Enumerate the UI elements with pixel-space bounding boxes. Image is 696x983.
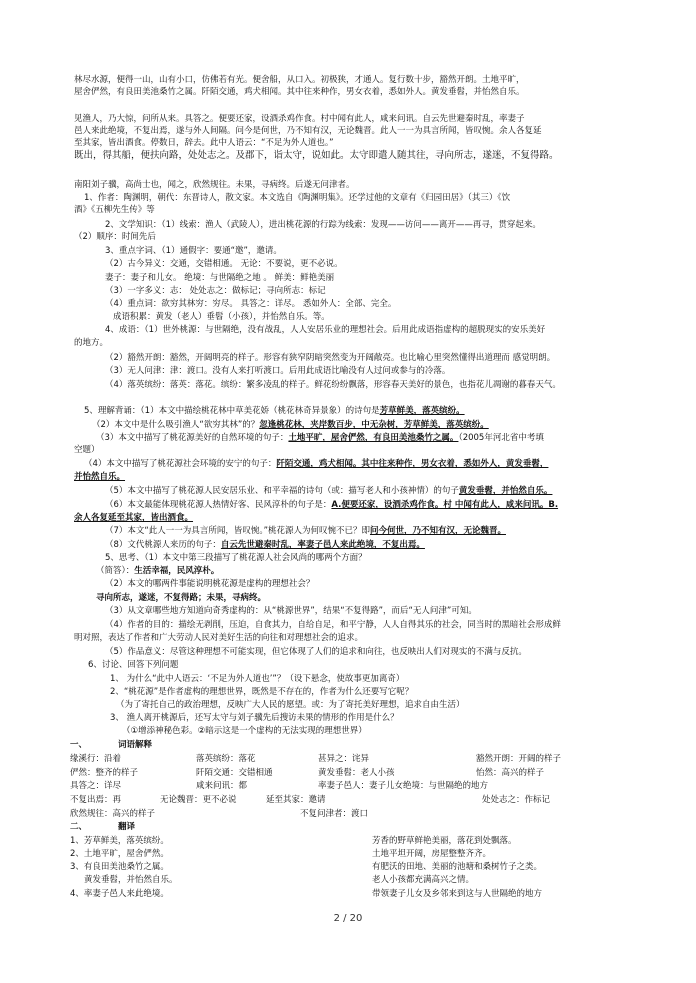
answer-text: 问今何世，乃不知有汉，无论魏晋。 — [369, 526, 506, 536]
review-line — [96, 566, 219, 577]
note-line: （4）落英缤纷：落英：落花。缤纷：繁多凌乱的样子。鲜花纷纷飘落，形容春天美好的景色，也指花儿凋谢的暮春天气。 — [105, 380, 561, 390]
translation-source: 1、芳草鲜美，落英缤纷。 — [70, 836, 169, 846]
question-text: （6）本文最能体现桃花源人热情好客、民风淳朴的句子是： — [105, 500, 332, 510]
answer-text: 寻向所志，遂迷，不复得路；未果，寻病终。 — [96, 593, 267, 603]
section-number: 一、 — [70, 740, 88, 750]
note-line: 成语积累：黄发（老人）垂髫（小孩），并怡然自乐。等。 — [113, 312, 330, 322]
question-text: （7）本文“此人一一为具言所闻，皆叹惋。”桃花源人为何叹惋不已？即 — [105, 526, 370, 536]
translation-target: 土地平坦开阔，房屋整整齐齐。 — [372, 849, 492, 859]
review-line: （为了寄托自己的政治理想，反映广大人民的愿望。或：为了寄托美好理想，追求自由生活） — [116, 700, 465, 710]
original-text-line: 南阳刘子骥，高尚士也，闻之，欣然规往。未果，寻病终。后遂无问津者。 — [74, 180, 355, 190]
note-line: 2、文学知识：（1）线索：渔人（武陵人），进出桃花源的行踪为线索：发现——访问——离开——再寻，贯穿起来。 — [105, 220, 541, 230]
vocab-cell: 不复出焉：再 — [70, 795, 122, 805]
vocab-cell: 怡然：高兴的样子 — [476, 768, 545, 778]
review-line: （4）作者的目的：描绘无剥削，压迫，自食其力，自给自足，和平宁静，人人自得其乐的社会，同当时的黑暗社会形成鲜 — [105, 620, 561, 630]
vocab-cell: 甚异之：诧异 — [318, 754, 370, 764]
review-line: 1、 为什么“此中人语云：‘不足为外人道也’”？（设下悬念，使故事更加离奇） — [110, 674, 405, 684]
answer-text: 阡陌交通，鸡犬相闻。其中往来种作，男女衣着，悉如外人，黄发垂髫， — [276, 459, 549, 469]
vocab-cell: 处处志之：作标记 — [482, 795, 551, 805]
note-line: 酒》《五柳先生传》等 — [74, 205, 155, 215]
review-line — [105, 526, 506, 537]
review-line: 2、“桃花源”是作者虚构的理想世界，既然是不存在的，作者为什么还要写它呢？ — [110, 687, 414, 697]
note-line: 1、作者：陶渊明，朝代：东晋诗人，散文家。本文选自《陶渊明集》。还学过他的文章有《归园田居》（其三）《饮 — [84, 193, 511, 203]
vocab-cell: 率妻子邑人：妻子儿女绝境：与世隔绝的地方 — [318, 781, 489, 791]
review-line — [105, 540, 425, 551]
answer-text: 黄发垂髫，并怡然自乐。 — [458, 486, 553, 496]
original-text-line: 既出，得其船，便扶向路，处处志之。及郡下，诣太守，说如此。太守即遣人随其往，寻向所志，遂迷，不复得路。 — [74, 150, 559, 161]
question-text: （2）本文中是什么吸引渔人“欲穷其林”的？ — [92, 420, 260, 430]
original-text-line: 林尽水源，便得一山，山有小口，仿佛若有光。便舍船，从口入。初极狭，才通人。复行数十步，豁然开朗。土地平旷， — [74, 75, 525, 85]
question-text: （8）文代桃源人来历的句子： — [105, 540, 221, 550]
vocab-cell: 咸来问讯：都 — [196, 781, 248, 791]
translation-target: 芳香的野草鲜艳美丽，落花到处飘落。 — [372, 836, 517, 846]
translation-source: 黄发垂髫，并怡然自乐。 — [84, 875, 178, 885]
answer-text: 自云先世避秦时乱，率妻子邑人来此绝境，不复出焉。 — [220, 540, 425, 550]
translation-target: 老人小孩都充满高兴之情。 — [372, 875, 475, 885]
translation-target: 有肥沃的田地、美丽的池塘和桑树竹子之类。 — [372, 862, 543, 872]
review-line — [105, 486, 552, 497]
review-line: （5）作品意义：尽管这种理想不可能实现，但它体现了人们的追求和向往，也反映出人们对现实的不满与反抗。 — [105, 647, 527, 657]
answer-text: A.便要还家，设酒杀鸡作食。村 中闻有此人，咸来问讯。B. — [331, 500, 559, 510]
review-line — [96, 433, 544, 444]
review-line — [105, 500, 558, 511]
vocab-cell: 俨然：整齐的样子 — [70, 768, 139, 778]
answer-text: 忽逢桃花林，夹岸数百步，中无杂树，芳草鲜美，落英缤纷。 — [259, 420, 489, 430]
translation-source: 2、土地平旷，屋舍俨然。 — [70, 849, 169, 859]
review-line: （①增添神秘色彩。②暗示这是一个虚构的无法实现的理想世界） — [122, 726, 367, 736]
answer-text: 芳草鲜美，落英缤纷。 — [379, 406, 465, 416]
question-text: （4）本文中描写了桃花源社会环境的安宁的句子： — [84, 459, 277, 469]
review-line: （2）本文的哪两件事能说明桃花源是虚构的理想社会？ — [105, 579, 315, 589]
vocab-cell: 阡陌交通：交错相通 — [196, 768, 273, 778]
review-line — [84, 459, 548, 470]
answer-text: 余人各复延至其家，皆出酒食。 — [74, 513, 194, 523]
vocab-cell: 落英缤纷：落花 — [196, 754, 256, 764]
question-text: 5、理解背诵：（1）本文中描绘桃花林中草美花娇（桃花林奇异景象）的诗句是 — [84, 406, 380, 416]
vocab-cell: 不复问津者：渡口 — [300, 809, 369, 819]
note-line: 的地方。 — [74, 338, 109, 348]
answer-text: 生活幸福，民风淳朴。 — [134, 566, 220, 576]
note-line: （2）顺序：时间先后 — [74, 232, 156, 242]
note-line: 3、重点字词、（1）通假字：要通“邀”，邀请。 — [105, 246, 282, 256]
note-line: 4、成语：（1）世外桃源：与世隔绝，没有战乱，人人安居乐业的理想社会。后用此成语指虚构的超脱现实的安乐美好 — [105, 325, 546, 335]
review-line: 空题） — [74, 445, 100, 455]
note-line: （4）重点词：欲穷其林穷：穷尽。 具答之：详尽。 悉如外人：全部、完全。 — [105, 299, 397, 309]
note-line: （2）豁然开朗：豁然，开阔明亮的样子。形容有狭窄阴暗突然变为开阔敞亮。也比喻心里突然懂得出道理而 感觉明朗。 — [105, 353, 556, 363]
vocab-cell: 具答之：详尽 — [70, 781, 122, 791]
original-text-line: 见渔人，乃大惊，问所从来。具答之。便要还家，设酒杀鸡作食。村中闻有此人，咸来问讯。自云先世避秦时乱，率妻子 — [74, 114, 525, 124]
question-text: （简答）： — [96, 566, 135, 576]
original-text-line: 屋舍俨然，有良田美池桑竹之属。阡陌交通，鸡犬相闻。其中往来种作，男女衣着，悉如外人。黄发垂髫，并怡然自乐。 — [74, 87, 525, 97]
review-line: 5、思考、（1）本文中第三段描写了桃花源人社会风尚的哪两个方面？ — [105, 553, 367, 563]
vocab-cell: 延至其家：邀请 — [266, 795, 326, 805]
section-title: 翻译 — [118, 822, 136, 832]
vocab-cell: 欣然规往：高兴的样子 — [70, 809, 156, 819]
original-text-line: 至其家，皆出酒食。停数日，辞去。此中人语云：“不足为外人道也。” — [74, 138, 334, 148]
vocab-cell: 豁然开朗：开阔的样子 — [476, 754, 562, 764]
question-text: （5）本文中描写了桃花源人民安居乐业、和平幸福的诗句（或：描写老人和小孩神情）的句子 — [105, 486, 459, 496]
section-number: 二、 — [70, 822, 88, 832]
note-line: （3）无人问津：津：渡口。没有人来打听渡口。后用此成语比喻没有人过问或参与的冷落。 — [105, 366, 451, 376]
page-number: 2 / 20 — [333, 913, 363, 924]
vocab-cell: 无论魏晋：更不必说 — [160, 795, 237, 805]
section-title: 词语解释 — [118, 740, 153, 750]
review-line: 明对照，表达了作者和广大劳动人民对美好生活的向往和对理想社会的追求。 — [74, 633, 364, 643]
note-line: 妻子：妻子和儿女。 绝境：与世隔绝之地 。 鲜美：鲜艳美丽 — [105, 273, 335, 283]
note-line: （3）一字多义：志： 处处志之：做标记；寻向所志：标记 — [105, 286, 326, 296]
translation-source: 4、率妻子邑人来此绝境。 — [70, 889, 169, 899]
review-line: （3）从文章哪些地方知道向奇秀虚构的：从“桃源世界”，结果“不复得路”，而后“无人问津”可知。 — [105, 606, 477, 616]
question-text: （3）本文中描写了桃花源美好的自然环境的句子： — [96, 433, 289, 443]
original-text-line: 邑人来此绝境，不复出焉，遂与外人间隔。问今是何世，乃不知有汉，无论魏晋。此人一一为具言所闻，皆叹惋。余人各复延 — [74, 126, 542, 136]
answer-text: 土地平旷，屋舍俨然，有良田美池桑竹之属。 — [288, 433, 459, 443]
translation-target: 带领妻子儿女及乡邻来到这与人世隔绝的地方 — [372, 889, 543, 899]
review-line — [84, 406, 465, 417]
note-line: （2）古今异义：交通，交错相通。 无论：不要说，更不必说。 — [105, 259, 343, 269]
translation-source: 3、有良田美池桑竹之属。 — [70, 862, 169, 872]
review-line — [92, 420, 489, 431]
vocab-cell: 黄发垂髫：老人小孩 — [318, 768, 395, 778]
review-line: 6、讨论、回答下列问题 — [88, 660, 179, 670]
answer-text: 并怡然自乐。 — [74, 472, 126, 482]
review-line: 3、 渔人离开桃源后，还写太守与刘子骥先后搜访未果的情形的作用是什么？ — [110, 713, 399, 723]
vocab-cell: 缘溪行：沿着 — [70, 754, 122, 764]
question-text: （2005年河北省中考填 — [458, 433, 544, 443]
